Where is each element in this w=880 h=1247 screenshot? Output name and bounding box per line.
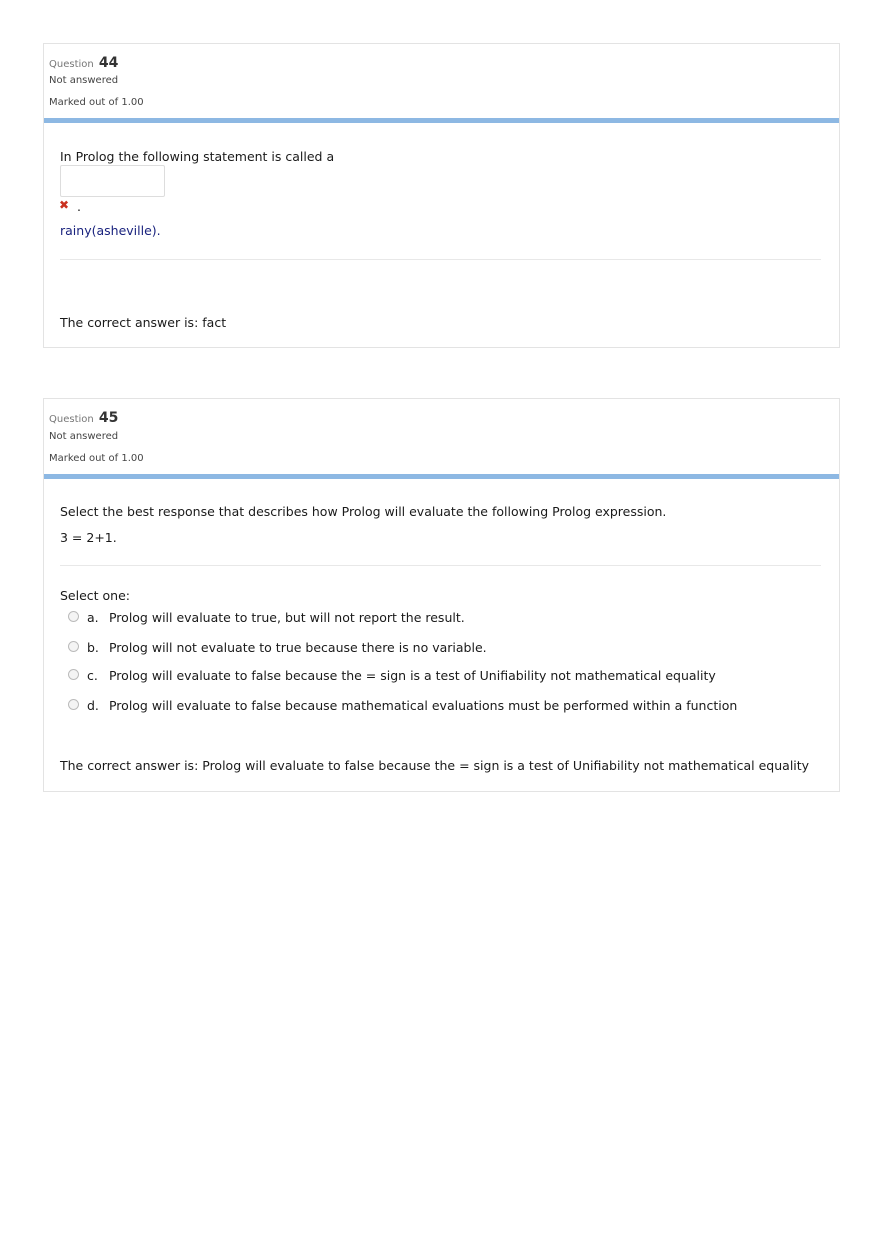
option-c[interactable] (68, 668, 716, 683)
option-d[interactable] (68, 698, 737, 713)
option-text: Prolog will evaluate to false because the = sign is a test of Unifiability not mathematical equality (108, 668, 716, 683)
question-label: Question (49, 414, 94, 425)
option-text: Prolog will evaluate to false because mathematical evaluations must be performed within a function (108, 698, 738, 713)
question-mark: Marked out of 1.00 (49, 453, 144, 464)
question-state: Not answered (49, 431, 119, 442)
correct-answer: The correct answer is: Prolog will evaluate to false because the = sign is a test of Unifiability not mathematical equality (60, 758, 810, 773)
question-45-card (43, 398, 840, 792)
question-mark: Marked out of 1.00 (49, 97, 144, 108)
question-label: Question (49, 59, 94, 70)
option-letter: b. (86, 640, 99, 655)
divider (60, 565, 821, 566)
code-statement: rainy(asheville). (60, 223, 161, 238)
radio-button[interactable] (68, 611, 79, 622)
question-44-card (43, 43, 840, 348)
option-letter: d. (86, 698, 99, 713)
correct-answer: The correct answer is: fact (60, 315, 227, 330)
answer-period: . (77, 199, 81, 214)
incorrect-icon: ✖ (59, 198, 70, 212)
option-letter: c. (86, 668, 98, 683)
question-number (49, 407, 118, 426)
option-a[interactable] (68, 610, 465, 625)
header-divider (44, 118, 839, 123)
question-text: Select the best response that describes how Prolog will evaluate the following Prolog expression. (60, 504, 667, 519)
answer-input[interactable] (60, 165, 165, 197)
option-letter: a. (86, 610, 99, 625)
question-text: In Prolog the following statement is called a (60, 149, 335, 164)
radio-button[interactable] (68, 641, 79, 652)
expression: 3 = 2+1. (60, 530, 117, 545)
divider (60, 259, 821, 260)
question-state: Not answered (49, 75, 119, 86)
question-num: 45 (98, 410, 119, 426)
option-b[interactable] (68, 640, 487, 655)
radio-button[interactable] (68, 699, 79, 710)
select-one-prompt: Select one: (60, 588, 131, 603)
option-text: Prolog will evaluate to true, but will not report the result. (108, 610, 465, 625)
radio-button[interactable] (68, 669, 79, 680)
option-text: Prolog will not evaluate to true because there is no variable. (108, 640, 487, 655)
header-divider (44, 474, 839, 479)
question-num: 44 (98, 55, 119, 71)
question-number (49, 52, 118, 71)
